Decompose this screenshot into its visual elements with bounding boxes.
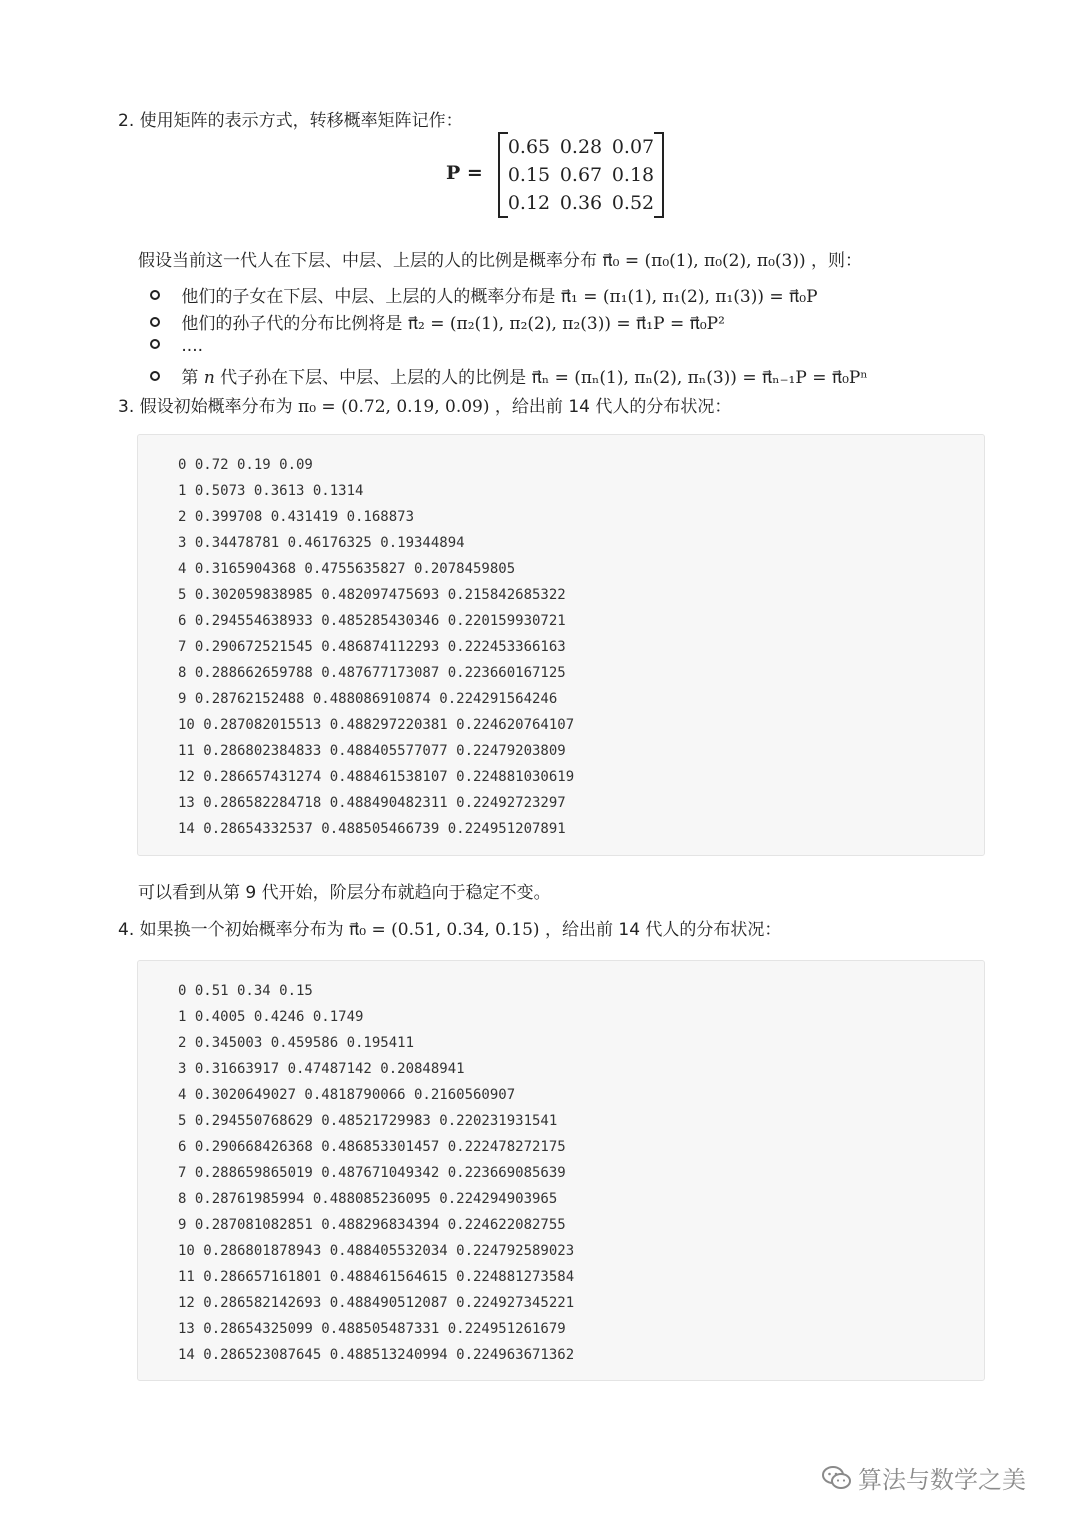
- code-block: [137, 960, 985, 1381]
- code-line: 3 0.34478781 0.46176325 0.19344894: [178, 535, 465, 551]
- matrix-cell: 0.28: [559, 136, 603, 158]
- code-line: 1 0.4005 0.4246 0.1749: [178, 1009, 364, 1025]
- code-line: 10 0.287082015513 0.488297220381 0.224620764107: [178, 717, 575, 733]
- code-line: 4 0.3020649027 0.4818790066 0.2160560907: [178, 1087, 516, 1103]
- assumption-suffix: ，则：: [811, 251, 862, 271]
- code-line: 14 0.28654332537 0.488505466739 0.224951207891: [178, 821, 566, 837]
- bullet-icon: [150, 317, 160, 327]
- wechat-icon: [822, 1465, 852, 1491]
- code-line: 9 0.287081082851 0.488296834394 0.224622082755: [178, 1217, 566, 1233]
- code-line: 7 0.290672521545 0.486874112293 0.222453366163: [178, 639, 566, 655]
- code-line: 11 0.286657161801 0.488461564615 0.224881273584: [178, 1269, 575, 1285]
- code-line: 2 0.399708 0.431419 0.168873: [178, 509, 415, 525]
- matrix-cell: 0.67: [559, 164, 603, 186]
- code-line: 11 0.286802384833 0.488405577077 0.22479203809: [178, 743, 566, 759]
- matrix-cell: 0.18: [611, 164, 655, 186]
- code-line: 14 0.286523087645 0.488513240994 0.224963671362: [178, 1347, 575, 1363]
- bullet-icon: [150, 371, 160, 381]
- bullet-icon: [150, 339, 160, 349]
- matrix-row: [506, 192, 656, 214]
- bullet-icon: [150, 290, 160, 300]
- code-line: 13 0.286582284718 0.488490482311 0.22492723297: [178, 795, 566, 811]
- code-line: 13 0.28654325099 0.488505487331 0.224951261679: [178, 1321, 566, 1337]
- list-item: [150, 309, 725, 334]
- code-line: 4 0.3165904368 0.4755635827 0.2078459805: [178, 561, 516, 577]
- list-item-text: ....: [181, 336, 204, 356]
- list-item-formula: π⃗ₙ = (πₙ(1), πₙ(2), πₙ(3)) = π⃗ₙ₋₁P = π⃗₀Pⁿ: [531, 368, 868, 388]
- code-block: [137, 434, 985, 856]
- code-line: 5 0.294550768629 0.48521729983 0.220231931541: [178, 1113, 558, 1129]
- section-4-title-suffix: ，给出前 14 代人的分布状况：: [544, 920, 782, 940]
- section-3-title-suffix: ，给出前 14 代人的分布状况：: [494, 397, 732, 417]
- assumption-formula: π⃗₀ = (π₀(1), π₀(2), π₀(3)): [602, 251, 806, 271]
- section-2-title: 2. 使用矩阵的表示方式，转移概率矩阵记作：: [118, 111, 463, 131]
- section-3-title-text: 3. 假设初始概率分布为: [118, 397, 293, 417]
- assumption-text: 假设当前这一代人在下层、中层、上层的人的比例是概率分布: [138, 251, 597, 271]
- list-item-text: 他们的子女在下层、中层、上层的人的概率分布是: [181, 287, 556, 307]
- matrix-cell: 0.36: [559, 192, 603, 214]
- watermark-text: 算法与数学之美: [858, 1466, 1026, 1494]
- assumption-paragraph: [138, 246, 862, 271]
- matrix-cell: 0.15: [507, 164, 551, 186]
- matrix-row: [506, 136, 656, 158]
- code-line: 12 0.286657431274 0.488461538107 0.224881030619: [178, 769, 575, 785]
- list-item: [150, 282, 818, 307]
- matrix-cell: 0.07: [611, 136, 655, 158]
- section-3-formula: π₀ = (0.72, 0.19, 0.09): [298, 397, 490, 417]
- code-line: 0 0.51 0.34 0.15: [178, 983, 313, 999]
- list-item-formula: π⃗₁ = (π₁(1), π₁(2), π₁(3)) = π⃗₀P: [560, 287, 818, 307]
- watermark: [822, 1460, 1026, 1495]
- section-4-formula: π⃗₀ = (0.51, 0.34, 0.15): [349, 920, 540, 940]
- code-line: 12 0.286582142693 0.488490512087 0.224927345221: [178, 1295, 575, 1311]
- code-line: 0 0.72 0.19 0.09: [178, 457, 313, 473]
- matrix-row: [506, 164, 656, 186]
- list-item-text: 第: [181, 368, 199, 388]
- code-line: 8 0.28761985994 0.488085236095 0.224294903965: [178, 1191, 558, 1207]
- list-item-variable: n: [203, 368, 215, 388]
- code-line: 1 0.5073 0.3613 0.1314: [178, 483, 364, 499]
- list-item-text: 代子孙在下层、中层、上层的人的比例是: [220, 368, 527, 388]
- code-line: 3 0.31663917 0.47487142 0.20848941: [178, 1061, 465, 1077]
- code-line: 2 0.345003 0.459586 0.195411: [178, 1035, 415, 1051]
- code-line: 9 0.28762152488 0.488086910874 0.224291564246: [178, 691, 558, 707]
- matrix-cell: 0.52: [611, 192, 655, 214]
- list-item: [150, 336, 203, 356]
- list-item-text: 他们的孙子代的分布比例将是: [181, 314, 403, 334]
- matrix-cell: 0.12: [507, 192, 551, 214]
- code-line: 5 0.302059838985 0.482097475693 0.215842685322: [178, 587, 566, 603]
- section-3-title: [118, 392, 731, 417]
- matrix-cell: 0.65: [507, 136, 551, 158]
- section-4-title-text: 4. 如果换一个初始概率分布为: [118, 920, 344, 940]
- section-4-title: [118, 915, 781, 940]
- matrix-label: P =: [446, 162, 483, 184]
- code-line: 10 0.286801878943 0.488405532034 0.224792589023: [178, 1243, 575, 1259]
- code-line: 6 0.290668426368 0.486853301457 0.222478272175: [178, 1139, 566, 1155]
- list-item-formula: π⃗₂ = (π₂(1), π₂(2), π₂(3)) = π⃗₁P = π⃗₀P²: [407, 314, 725, 334]
- code-line: 6 0.294554638933 0.485285430346 0.220159930721: [178, 613, 566, 629]
- code-line: 7 0.288659865019 0.487671049342 0.223669085639: [178, 1165, 566, 1181]
- code-line: 8 0.288662659788 0.487677173087 0.223660167125: [178, 665, 566, 681]
- list-item: [150, 363, 868, 388]
- conclusion-text: 可以看到从第 9 代开始，阶层分布就趋向于稳定不变。: [138, 883, 551, 903]
